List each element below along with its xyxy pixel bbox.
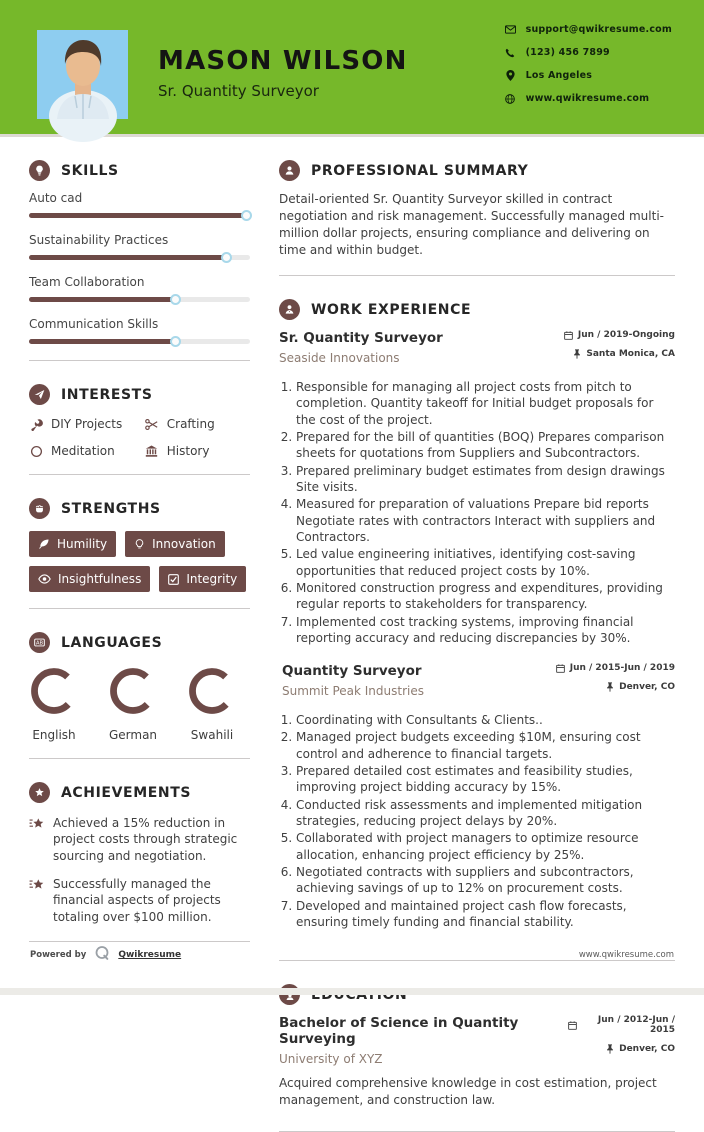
shooting-star-icon [29,815,45,864]
skill-item [29,233,250,260]
skill-slider [29,255,250,260]
identity-block [158,48,408,100]
interest-label: History [166,444,210,458]
phone-icon [505,47,516,58]
job-company: Summit Peak Industries [282,684,424,699]
leaf-icon [38,538,50,550]
right-column [279,137,675,1132]
job-location [556,682,675,692]
strength-label: Innovation [152,537,216,551]
contact-phone [505,47,672,58]
job-bullet: 1. Coordinating with Consultants & Clients.. [296,712,675,728]
language-label: German [108,728,158,742]
interests-list [29,417,250,458]
museum-icon [145,445,159,458]
job-bullet: 6. Monitored construction progress and expenditures, providing regular reports to stakeholders for transparency. [296,580,675,613]
experience-section-header [279,299,675,320]
interests-heading: INTERESTS [61,386,153,403]
interest-item [145,444,250,458]
shooting-star-icon [29,876,45,925]
pushpin-icon [606,1044,614,1054]
strengths-section-header [29,498,250,519]
contact-location-text: Los Angeles [525,70,593,81]
body-columns [0,137,704,1132]
language-label: Swahili [190,728,234,742]
job-date [564,330,675,340]
job-header [279,663,675,701]
job-bullet: 2. Managed project budgets exceeding $10M, ensuring cost control and adherence to financial targets. [296,729,675,762]
footer-branding [30,945,181,965]
job-bullet-list [279,712,675,930]
person-name: MASON WILSON [158,46,408,76]
education-school: University of XYZ [279,1052,383,1067]
skills-heading: SKILLS [61,162,119,179]
summary-section-header [279,160,675,181]
job-bullet: 3. Prepared preliminary budget estimates from design drawings Site visits. [296,463,675,496]
job-date-text: Jun / 2019-Ongoing [577,330,675,341]
qwikresume-link[interactable]: Qwikresume [118,950,182,960]
interest-label: Meditation [51,444,115,458]
languages-section-header [29,632,250,653]
strength-tag [29,531,116,557]
skill-label: Team Collaboration [29,275,145,289]
page-bottom-strip [0,988,704,995]
languages-list [29,667,250,742]
section-divider [29,758,250,759]
person-tie-icon [279,299,300,320]
achievement-item [29,876,250,925]
job-location-text: Denver, CO [619,682,675,693]
job-location-text: Santa Monica, CA [586,349,675,360]
header-band [0,0,704,137]
strength-label: Insightfulness [58,572,142,586]
job-title: Sr. Quantity Surveyor [279,330,443,347]
skill-label: Auto cad [29,191,83,205]
qwikresume-logo-icon [94,945,110,965]
language-item [29,667,79,742]
pushpin-icon [606,682,614,692]
job-entry [279,330,675,646]
job-date-text: Jun / 2015-Jun / 2019 [569,663,675,674]
summary-heading: PROFESSIONAL SUMMARY [311,162,529,179]
strengths-list [29,531,250,592]
person-title: Sr. Quantity Surveyor [158,82,319,100]
job-date [556,663,675,673]
job-bullet: 5. Led value engineering initiatives, identifying cost-saving opportunities that reduced project costs by 10%. [296,546,675,579]
skills-section-header [29,160,250,181]
scissors-icon [145,418,159,431]
education-degree: Bachelor of Science in Quantity Surveying [279,1015,519,1048]
star-circle-icon [29,782,50,803]
job-bullet: 4. Measured for preparation of valuations Prepare bid reports Negotiate rates with contractors Interact with suppliers and Contractors. [296,496,675,545]
skill-item [29,317,250,344]
job-meta [556,663,675,701]
interest-item [29,444,145,458]
slider-thumb [170,336,181,347]
education-title-block [279,1015,568,1066]
eye-icon [38,574,51,584]
strength-label: Humility [57,537,108,551]
avatar [37,30,128,119]
section-divider [279,275,675,276]
job-title-block [279,330,443,365]
contact-email[interactable] [505,24,672,35]
job-bullet: 4. Conducted risk assessments and implemented mitigation strategies, reducing project delays by 20%. [296,797,675,830]
languages-heading: LANGUAGES [61,634,163,651]
job-header [279,330,675,368]
contact-email-text: support@qwikresume.com [525,24,672,35]
summary-text: Detail-oriented Sr. Quantity Surveyor skilled in contract negotiation and risk management. Successfully managed multi-million dollar projects, ensuring compliance and delivering on time and within budget. [279,192,664,258]
interest-item [29,417,145,431]
checkbox-icon [168,574,179,585]
job-bullet: 2. Prepared for the bill of quantities (BOQ) Prepares comparison sheets for quotations from Suppliers and Subcontractors. [296,429,675,462]
language-item [187,667,237,742]
wrench-icon [29,418,43,431]
globe-icon [505,93,516,104]
language-label: English [32,728,76,742]
contact-website[interactable] [505,93,672,104]
skill-slider [29,297,250,302]
section-divider [29,608,250,609]
slider-thumb [221,252,232,263]
skill-item [29,275,250,302]
interest-label: DIY Projects [51,417,123,431]
slider-thumb [170,294,181,305]
achievements-list [29,815,250,925]
job-bullet: 1. Responsible for managing all project costs from pitch to completion. Quantity takeoff for Initial budget proposals for the cost of the project. [296,379,675,428]
job-bullet: 6. Negotiated contracts with suppliers and subcontractors, achieving savings of up to 12% on procurement costs. [296,864,675,897]
translate-icon [29,632,50,653]
footer [30,945,674,965]
job-title-block [279,663,424,698]
interests-section-header [29,384,250,405]
language-arc [30,667,78,715]
experience-heading: WORK EXPERIENCE [311,301,472,318]
education-date [568,1015,675,1035]
achievement-text: Achieved a 15% reduction in project costs through strategic sourcing and negotiation. [53,816,238,863]
job-bullet: 5. Collaborated with project managers to optimize resource allocation, enhancing project efficiency by 25%. [296,830,675,863]
job-bullet-list [279,379,675,646]
skill-label: Sustainability Practices [29,233,169,247]
language-item [108,667,158,742]
job-company: Seaside Innovations [279,351,400,366]
paper-plane-icon [29,384,50,405]
fist-icon [29,498,50,519]
skill-slider [29,213,250,218]
achievements-section-header [29,782,250,803]
job-bullet: 3. Prepared detailed cost estimates and feasibility studies, improving project bidding accuracy by 15%. [296,763,675,796]
job-location [564,349,675,359]
contact-website-text: www.qwikresume.com [525,93,650,104]
section-divider [29,474,250,475]
calendar-icon [568,1021,577,1030]
email-icon [505,24,516,35]
section-divider [29,941,250,942]
job-title: Quantity Surveyor [282,663,422,680]
strengths-heading: STRENGTHS [61,500,161,517]
powered-by-label: Powered by [30,950,87,960]
education-header [279,1015,675,1066]
interest-label: Crafting [166,417,215,431]
job-entry [279,663,675,930]
strength-tag [159,566,246,592]
bulb-icon [134,539,145,550]
calendar-icon [556,664,565,673]
education-meta [568,1015,675,1063]
contact-location [505,70,672,81]
language-arc [109,667,157,715]
pushpin-icon [573,349,581,359]
skill-label: Communication Skills [29,317,159,331]
job-meta [564,330,675,368]
contact-block [505,24,672,116]
person-icon [279,160,300,181]
language-arc [188,667,236,715]
strength-label: Integrity [186,572,238,586]
education-description: Acquired comprehensive knowledge in cost estimation, project management, and construction law. [279,1076,657,1107]
skill-slider [29,339,250,344]
education-location [568,1044,675,1054]
location-icon [505,70,516,81]
contact-phone-text: (123) 456 7899 [525,47,610,58]
education-entry [279,1015,675,1109]
job-bullet: 7. Developed and maintained project cash flow forecasts, ensuring timely funding and financial stability. [296,898,675,931]
bulb-icon [29,160,50,181]
job-bullet: 7. Implemented cost tracking systems, improving financial reporting accuracy and reducing discrepancies by 30%. [296,614,675,647]
left-column [29,137,250,1132]
footer-website-link[interactable]: www.qwikresume.com [578,950,674,960]
strength-tag [29,566,150,592]
education-location-text: Denver, CO [619,1044,675,1055]
strength-tag [125,531,225,557]
achievements-heading: ACHIEVEMENTS [61,784,192,801]
svg-text:AB: AB [35,640,44,647]
achievement-text: Successfully managed the financial aspects of projects totaling over $100 million. [53,876,221,924]
achievement-item [29,815,250,864]
circle-icon [29,445,43,458]
education-date-text: Jun / 2012-Jun / 2015 [597,1015,675,1036]
interest-item [145,417,250,431]
calendar-icon [564,331,573,340]
avatar-illustration [37,30,128,119]
skill-item [29,191,250,218]
skills-list [29,191,250,344]
section-divider [29,360,250,361]
slider-thumb [241,210,252,221]
